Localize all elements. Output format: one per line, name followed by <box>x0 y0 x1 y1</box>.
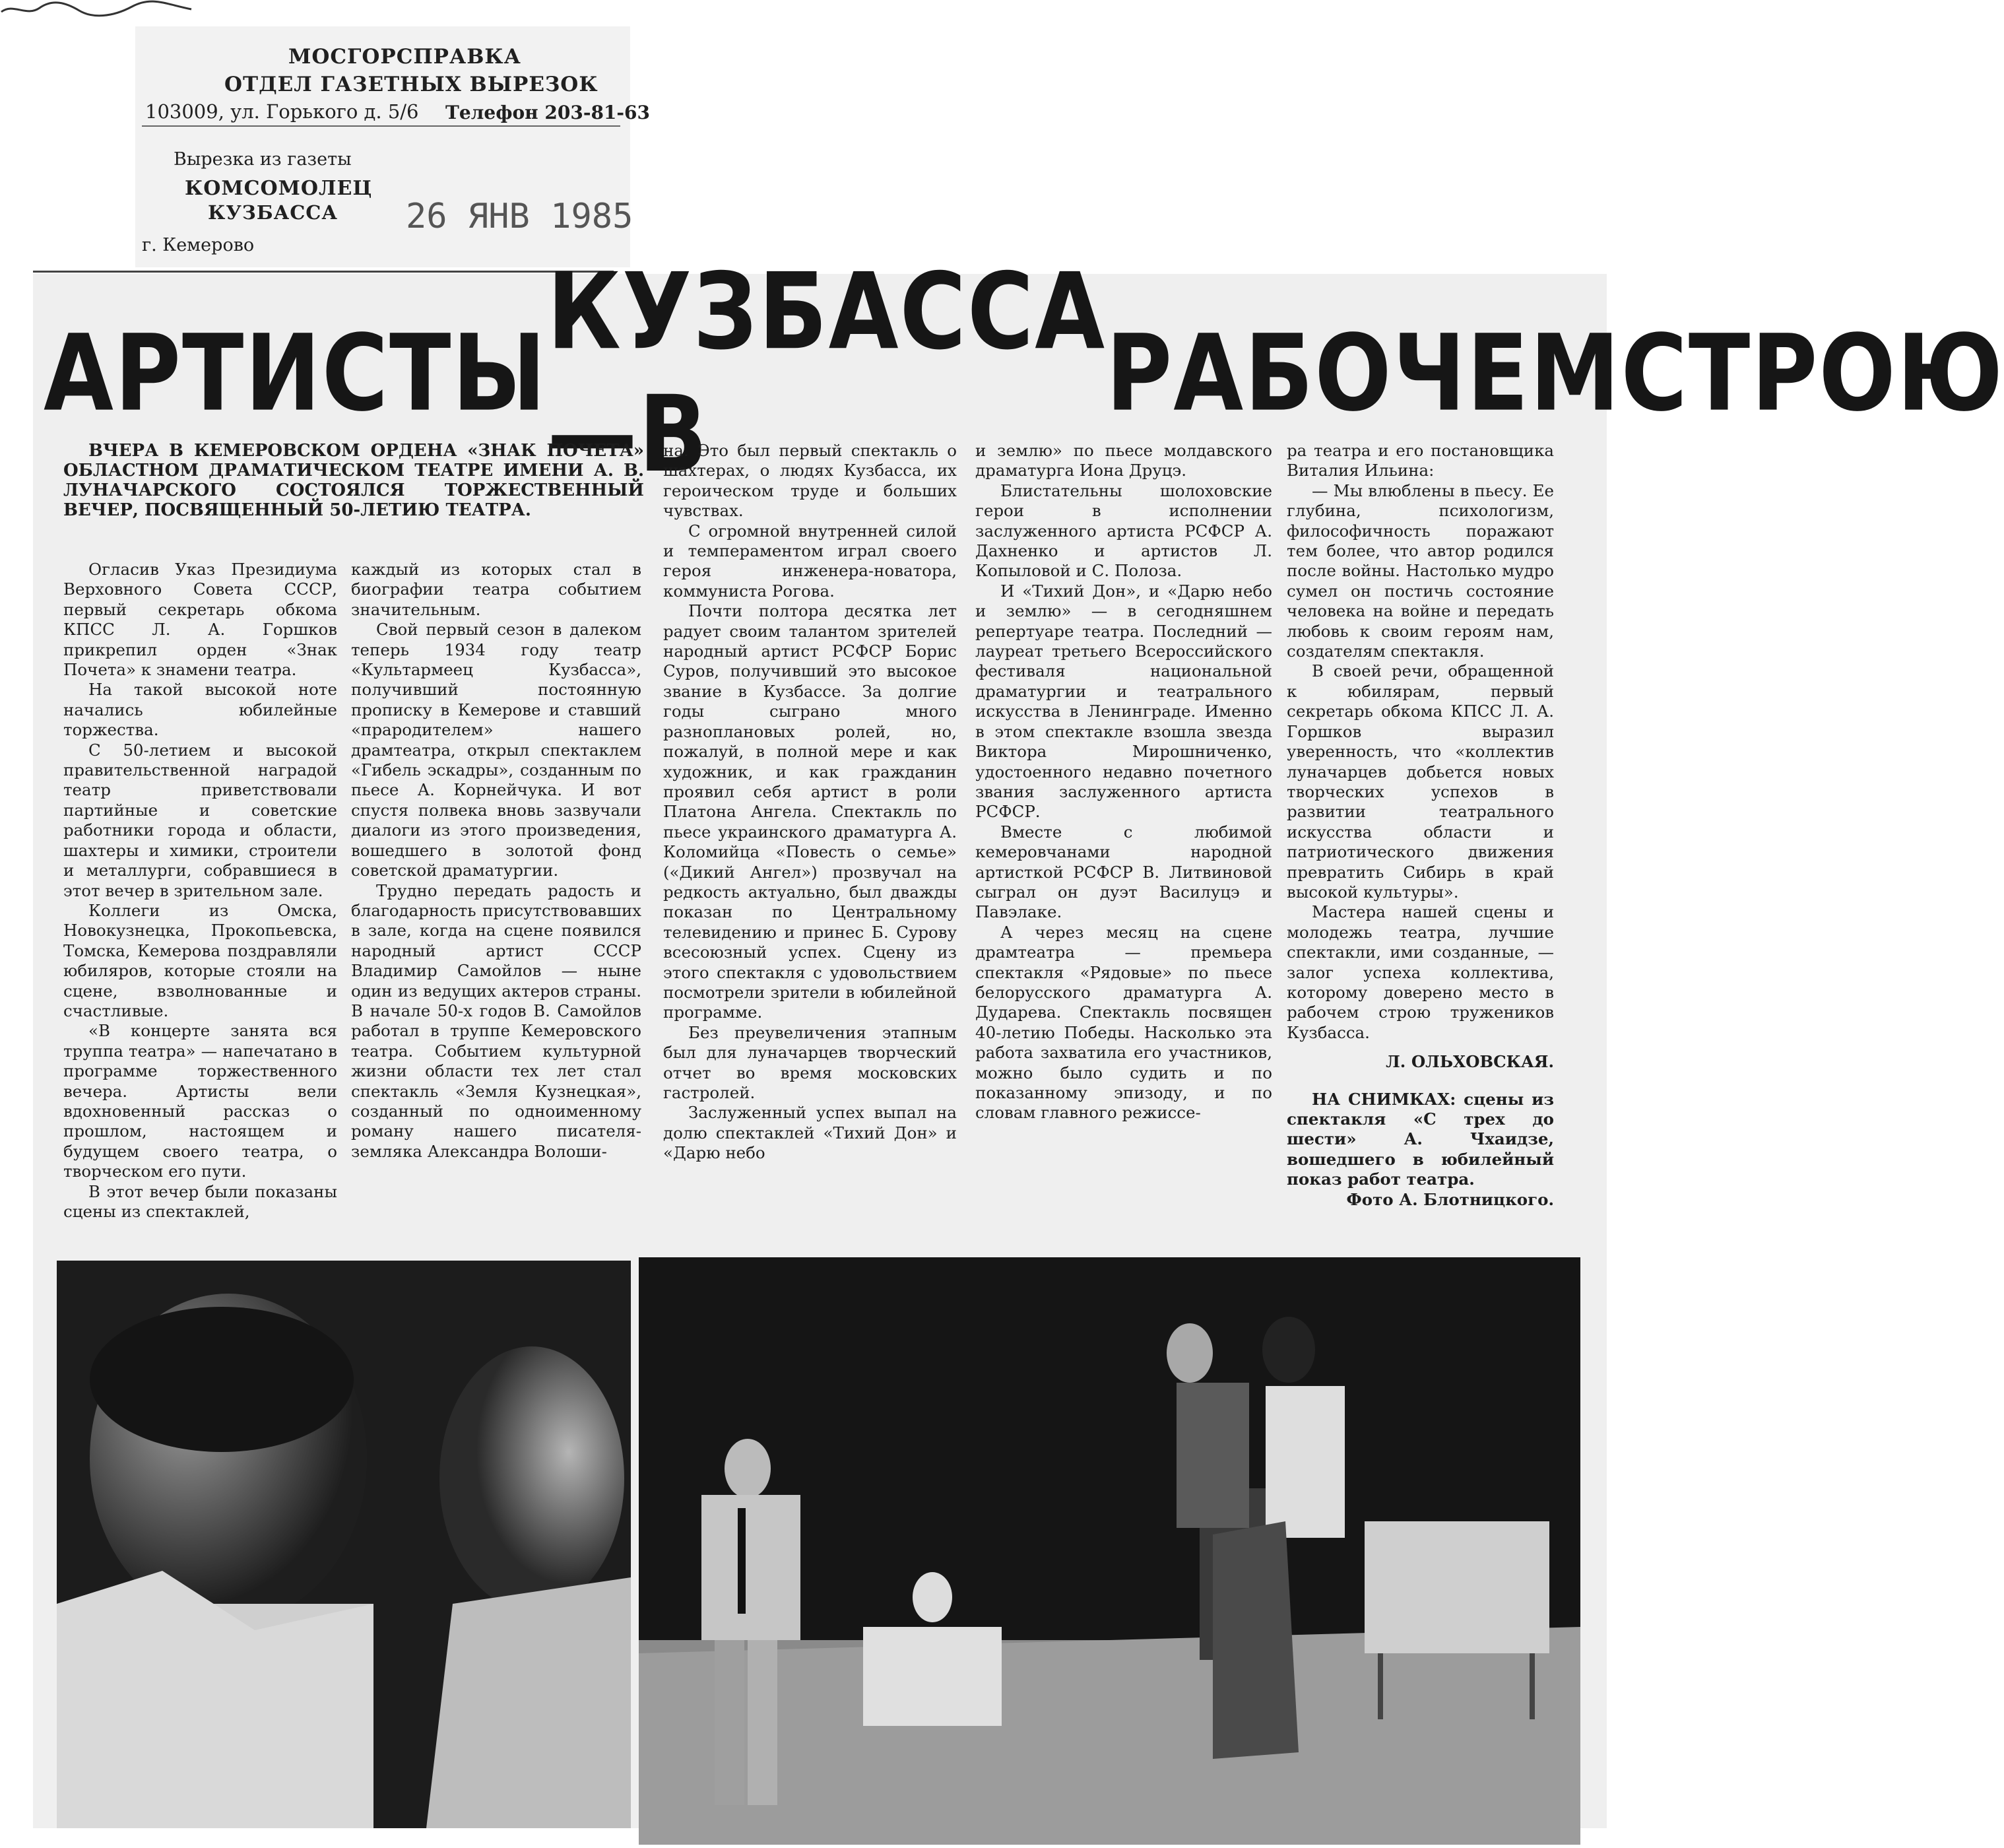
paragraph: Блистательны шолоховские герои в исполнении заслуженного артиста РСФСР А. Дахненко и артистов Л. Копыловой и С. Полоза. <box>975 480 1272 581</box>
stamp-city: г. Кемерово <box>142 235 255 255</box>
stamp-department: ОТДЕЛ ГАЗЕТНЫХ ВЫРЕЗОК <box>224 73 598 96</box>
stamp-address: 103009, ул. Горького д. 5/6 <box>145 100 419 123</box>
paragraph: С огромной внутренней силой и темпераментом играл своего героя инженера-новатора, коммуниста Рогова. <box>663 521 957 601</box>
paragraph: ра театра и его постановщика Виталия Ильина: <box>1287 441 1554 480</box>
paragraph: В своей речи, обращенной к юбилярам, первый секретарь обкома КПСС Л. А. Горшков выразил уверенность, что «коллектив луначарцев добьется новых творческих успехов в развитии театрального искусства области и патриотического движения превратить Сибирь в край высокой культуры». <box>1287 661 1554 902</box>
clipping-top-edge <box>33 271 614 273</box>
photo-credit: Фото А. Блотницкого. <box>1346 1189 1554 1209</box>
headline-word: АРТИСТЫ <box>44 312 548 434</box>
paragraph: Вместе с любимой кемеровчанами народной артисткой РСФСР В. Литвиновой сыграл он дуэт Василуцэ и Павэлаке. <box>975 822 1272 922</box>
photo-caption: НА СНИМКАХ: сцены из спектакля «С трех до шести» А. Чхаидзе, вошедшего в юбилейный показ работ театра. <box>1287 1089 1554 1189</box>
paragraph: каждый из которых стал в биографии театра событием значительным. <box>351 560 641 619</box>
stamp-date: 26 ЯНВ 1985 <box>406 197 633 236</box>
stamp-clip-from: Вырезка из газеты <box>174 149 352 170</box>
headline-word: КУЗБАССА—В <box>547 250 1107 496</box>
paragraph: Мастера нашей сцены и молодежь театра, лучшие спектакли, ими созданные, — залог успеха коллектива, которому доверено место в рабочем строю тружеников Кузбасса. <box>1287 902 1554 1042</box>
paragraph: Огласив Указ Президиума Верховного Совета СССР, первый секретарь обкома КПСС Л. А. Горшков прикрепил орден «Знак Почета» к знамени театра. <box>63 560 337 680</box>
stamp-divider <box>142 125 620 127</box>
paragraph: «В концерте занята вся труппа театра» — напечатано в программе торжественного вечера. Артисты вели вдохновенный рассказ о прошлом, настоящем и будущем своего театра, о творческом его пути. <box>63 1021 337 1181</box>
paragraph: Свой первый сезон в далеком теперь 1934 году театр «Культармеец Кузбасса», получивший постоянную прописку в Кемерове и ставший «прародителем» нашего драмтеатра, открыл спектаклем «Гибель эскадры», созданным по пьесе А. Корнейчука. И вот спустя полвека вновь зазвучали диалоги из этого произведения, вошедшего в золотой фонд советской драматургии. <box>351 620 641 880</box>
article-author: Л. ОЛЬХОВСКАЯ. <box>1386 1052 1554 1072</box>
article-column-2 <box>351 560 641 1162</box>
article-column-5 <box>1287 441 1554 1210</box>
paragraph: Трудно передать радость и благодарность присутствовавших в зале, когда на сцене появился народный артист СССР Владимир Самойлов — ныне один из ведущих актеров страны. В начале 50-х годов В. Самойлов работал в труппе Кемеровского театра. Событием культурной жизни области тех лет стал спектакль «Земля Кузнецкая», созданный по одноименному роману нашего писателя-земляка Александра Волоши- <box>351 880 641 1161</box>
stamp-agency: МОСГОРСПРАВКА <box>288 45 521 69</box>
paragraph: на. Это был первый спектакль о шахтерах, о людях Кузбасса, их героическом труде и больших чувствах. <box>663 441 957 521</box>
paragraph: и землю» по пьесе молдавского драматурга Иона Друцэ. <box>975 441 1272 480</box>
paragraph: Коллеги из Омска, Новокузнецка, Прокопьевска, Томска, Кемерова поздравляли юбиляров, которые стояли на сцене, взволнованные и счастливые. <box>63 900 337 1020</box>
article-lead: ВЧЕРА В КЕМЕРОВСКОМ ОРДЕНА «ЗНАК ПОЧЕТА» ОБЛАСТНОМ ДРАМАТИЧЕСКОМ ТЕАТРЕ ИМЕНИ А. В. ЛУНАЧАРСКОГО СОСТОЯЛСЯ ТОРЖЕСТВЕННЫЙ ВЕЧЕР, ПОСВЯЩЕННЫЙ 50-ЛЕТИЮ ТЕАТРА. <box>63 441 644 520</box>
clipping-stamp <box>135 26 650 267</box>
stamp-newspaper-line1: КОМСОМОЛЕЦ <box>185 177 373 200</box>
paragraph: — Мы влюблены в пьесу. Ее глубина, психологизм, философичность поражают тем более, что автор родился после войны. Настолько мудро сумел он постичь состояние человека на войне и передать любовь к своим героям нам, создателям спектакля. <box>1287 480 1554 661</box>
article-column-3 <box>663 441 957 1164</box>
stamp-newspaper-line2: КУЗБАССА <box>208 201 339 224</box>
headline-word: СТРОЮ <box>1621 312 2004 434</box>
article-column-1-body <box>63 560 337 1222</box>
article-column-1 <box>63 441 644 533</box>
paragraph: И «Тихий Дон», и «Дарю небо и землю» — в сегодняшнем репертуаре театра. Последний — лауреат третьего Всероссийского фестиваля национальной драматургии и театрального искусства в Ленинграде. Именно в этом спектакле взошла звезда Виктора Мирошниченко, удостоенного недавно почетного звания заслуженного артиста РСФСР. <box>975 581 1272 822</box>
photo-right-stage-scene <box>639 1257 1580 1845</box>
stamp-phone: Телефон 203-81-63 <box>445 102 650 123</box>
headline-word: РАБОЧЕМ <box>1106 312 1621 434</box>
photo-left-actors-closeup <box>57 1261 631 1828</box>
paragraph: В этот вечер были показаны сцены из спектаклей, <box>63 1181 337 1221</box>
paragraph: Без преувеличения этапным был для луначарцев творческий отчет во время московских гастролей. <box>663 1022 957 1102</box>
paragraph: Заслуженный успех выпал на долю спектаклей «Тихий Дон» и «Дарю небо <box>663 1103 957 1163</box>
handwritten-note-scribble <box>0 0 198 20</box>
paragraph: С 50-летием и высокой правительственной наградой театр приветствовали партийные и советские работники города и области, шахтеры и химики, строители и металлурги, собравшиеся в этот вечер в зрительном зале. <box>63 740 337 900</box>
paragraph: А через месяц на сцене драмтеатра — премьера спектакля «Рядовые» по пьесе белорусского драматурга А. Дударева. Спектакль посвящен 40-летию Победы. Насколько эта работа захватила его участников, можно было судить и по показанному эпизоду, и по словам главного режиссе- <box>975 922 1272 1123</box>
article-column-4 <box>975 441 1272 1123</box>
paragraph: На такой высокой ноте начались юбилейные торжества. <box>63 680 337 740</box>
paragraph: Почти полтора десятка лет радует своим талантом зрителей народный артист РСФСР Борис Суров, получивший это высокое звание в Кузбассе. За долгие годы сыграно много разноплановых ролей, но, пожалуй, в полной мере и как художник, и как гражданин проявил себя артист в роли Платона Ангела. Спектакль по пьесе украинского драматурга А. Коломийца «Повесть о семье» («Дикий Ангел») прозвучал на редкость актуально, был дважды показан по Центральному телевидению и принес Б. Сурову всесоюзный успех. Сцену из этого спектакля с удовольствием посмотрели зрители в юбилейной программе. <box>663 601 957 1022</box>
